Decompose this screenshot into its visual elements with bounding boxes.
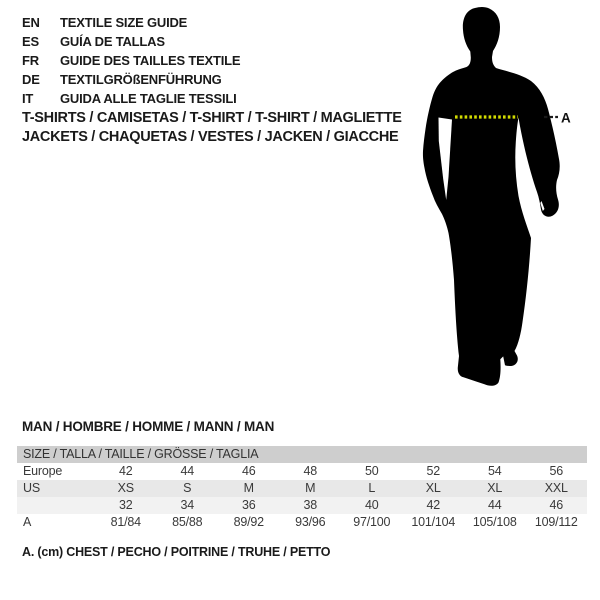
table-cell: 34 [180, 498, 194, 512]
table-cell: 40 [364, 498, 379, 512]
table-cell: 42 [426, 498, 440, 512]
table-cell: XL [425, 481, 441, 495]
section-title-man: MAN / HOMBRE / HOMME / MANN / MAN [22, 419, 275, 434]
table-cell: S [183, 481, 192, 495]
row-label: Europe [23, 464, 63, 478]
language-label: TEXTILGRÖßENFÜHRUNG [60, 72, 222, 87]
table-cell: 46 [549, 498, 563, 512]
language-label: TEXTILE SIZE GUIDE [60, 15, 188, 30]
table-cell: 89/92 [233, 515, 264, 529]
row-label [17, 497, 95, 514]
language-code: FR [22, 53, 39, 68]
language-code: DE [22, 72, 40, 87]
language-code: ES [22, 34, 39, 49]
size-table-header: SIZE / TALLA / TAILLE / GRÖSSE / TAGLIA [17, 446, 587, 463]
language-code: IT [22, 91, 34, 106]
table-cell: M [305, 481, 316, 495]
product-line-jackets: JACKETS / CHAQUETAS / VESTES / JACKEN / GIACCHE [22, 129, 399, 145]
language-row-de [22, 70, 382, 89]
size-table [17, 446, 587, 531]
table-cell: XXL [544, 481, 568, 495]
language-label: GUIDA ALLE TAGLIE TESSILI [60, 91, 237, 106]
language-code: EN [22, 15, 40, 30]
table-cell: XS [117, 481, 134, 495]
measure-label-a: A [561, 110, 571, 126]
row-label: A [23, 515, 32, 529]
measurement-footnote: A. (cm) CHEST / PECHO / POITRINE / TRUHE / PETTO [22, 545, 331, 559]
table-cell: 56 [549, 464, 563, 478]
table-cell: 44 [180, 464, 194, 478]
language-row-it [22, 89, 382, 108]
table-cell: 50 [364, 464, 379, 478]
table-cell: 32 [118, 498, 133, 512]
table-cell: 48 [303, 464, 317, 478]
table-cell: 46 [241, 464, 256, 478]
row-label: US [23, 481, 40, 495]
table-cell: 97/100 [353, 515, 391, 529]
man-silhouette [423, 7, 560, 386]
table-cell: 54 [487, 464, 502, 478]
man-silhouette-svg [400, 0, 600, 400]
table-cell: 52 [426, 464, 440, 478]
table-cell: 44 [487, 498, 502, 512]
table-cell: 38 [303, 498, 317, 512]
table-row-chest-a [17, 514, 587, 531]
table-cell: XL [487, 481, 503, 495]
table-cell: 42 [118, 464, 133, 478]
man-silhouette-figure [400, 0, 600, 400]
language-row-es [22, 32, 382, 51]
table-cell: 36 [241, 498, 256, 512]
table-cell: 93/96 [295, 515, 326, 529]
table-cell: M [243, 481, 254, 495]
product-type-list [22, 109, 402, 147]
table-cell: 105/108 [472, 515, 517, 529]
language-row-en [22, 13, 382, 32]
table-row-europe [17, 463, 587, 480]
table-cell: 101/104 [411, 515, 456, 529]
table-row-numeric [17, 497, 587, 514]
table-cell: L [368, 481, 376, 495]
product-line-tshirts: T-SHIRTS / CAMISETAS / T-SHIRT / T-SHIRT / MAGLIETTE [22, 110, 402, 126]
language-label: GUIDE DES TAILLES TEXTILE [60, 53, 241, 68]
language-label: GUÍA DE TALLAS [60, 34, 165, 49]
language-row-fr [22, 51, 382, 70]
table-cell: 109/112 [534, 515, 578, 529]
language-list [22, 13, 382, 108]
table-cell: 81/84 [110, 515, 141, 529]
table-row-us [17, 480, 587, 497]
table-cell: 85/88 [172, 515, 203, 529]
